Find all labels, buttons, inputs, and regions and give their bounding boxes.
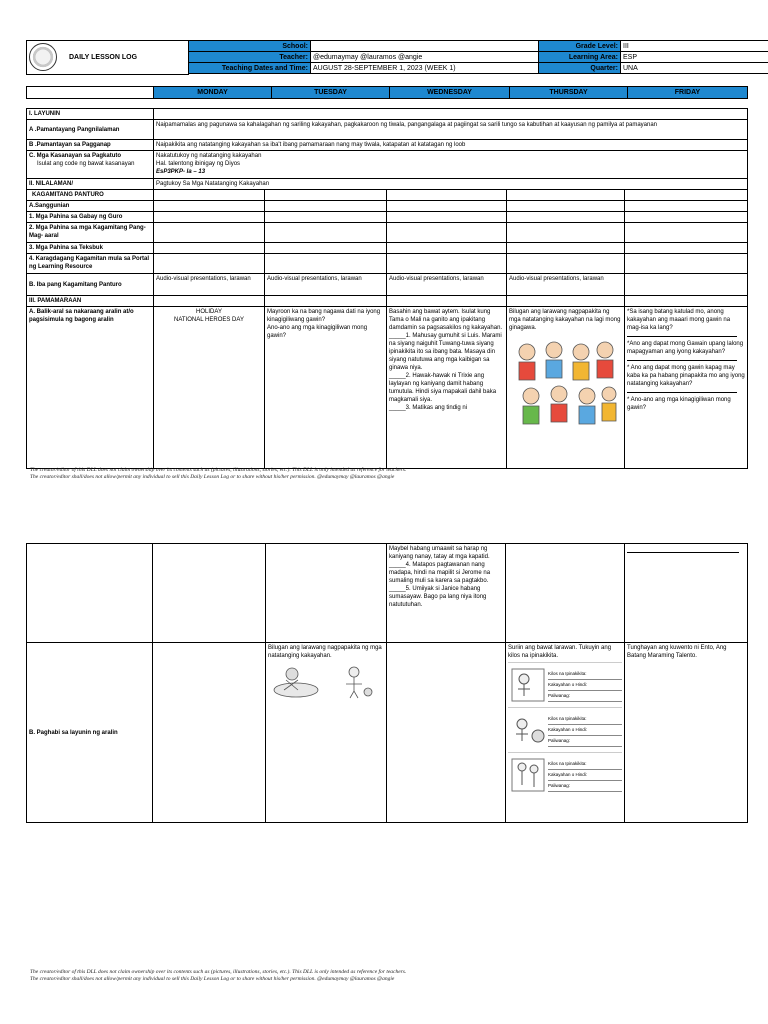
lesson-table-page2 — [26, 543, 748, 823]
ws-kilos-2: Kilos na Ipinakikita: — [548, 714, 622, 725]
school-value — [311, 41, 539, 52]
school-label: School: — [189, 41, 311, 52]
wed-item-2: _____2. Hawak-hawak ni Trixie ang laylayan ng kaniyang damit habang tumutula. Hindi siya mapakali dahil baka magkamali siya. — [389, 373, 497, 403]
grade-label: Grade Level: — [539, 41, 621, 52]
thu-paghahabi-text: Suriin ang bawat larawan. Tukuyin ang kilos na ipinakikita. — [508, 645, 612, 659]
worksheet-row — [508, 662, 622, 707]
thu-balik-text: Bilugan ang larawang nagpapakita ng mga natatanging kakayahan na lagi mong ginagawa. — [509, 309, 621, 331]
school-logo-cell — [27, 41, 189, 75]
wed-item-3b: Maybel habang umaawit sa harap ng kaniyang nanay, tatay at mga kapatid. — [389, 546, 490, 560]
kasanayan-text2: Hal. talentong ibinigay ng Diyos — [156, 161, 241, 167]
teacher-label: Teacher: — [189, 52, 311, 63]
worksheet-row — [508, 752, 622, 797]
teksbuk-label: 3. Mga Pahina sa Teksbuk — [27, 243, 154, 254]
pagganap-label: B .Pamantayan sa Pagganap — [27, 140, 154, 151]
area-value: ESP — [621, 52, 768, 63]
day-wednesday: WEDNESDAY — [390, 87, 510, 99]
fri-q3: * Ano ang dapat mong gawin kapag may kaba ka pa habang pinapakita mo ang iyong natatanging kakayahan? — [627, 365, 745, 387]
teacher-value: @edumaymay @lauramos @angie — [311, 52, 539, 63]
iba-text-tue: Audio-visual presentations, larawan — [265, 274, 387, 296]
iba-text-wed: Audio-visual presentations, larawan — [387, 274, 507, 296]
child-playing-ball-icon — [508, 710, 548, 750]
dates-label: Teaching Dates and Time: — [189, 63, 311, 74]
worksheet-illustration — [508, 662, 622, 797]
sanggunian-label: A.Sanggunian — [27, 201, 154, 212]
fri-q1: *Sa isang batang katulad mo, anong kakayahan ang maaari mong gawin na mag-isa ka lang? — [627, 309, 731, 331]
ws-kakayahan-3: Kakayahan o Hindi: — [548, 770, 622, 781]
iba-text-mon: Audio-visual presentations, larawan — [154, 274, 265, 296]
thu-balik-cell — [507, 307, 625, 469]
holiday-cell — [154, 307, 265, 469]
children-standing-icon — [508, 755, 548, 795]
pangnilalaman-text: Naipamamalas ang pagunawa sa kahalagahan ng sariling kakayahan, pagkakaroon ng tiwala, pangangalaga at pagiingat sa sarili tungo sa kabutihan at kaayusan ng pamilya at pamayanan — [154, 120, 748, 140]
balik-label: A. Balik-aral sa nakaraang aralin at/o pagsisimula ng bagong aralin — [27, 307, 154, 469]
tue-balik-q2: Ano-ano ang mga kinagigiliwan mong gawin? — [267, 325, 368, 339]
day-friday: FRIDAY — [628, 87, 748, 99]
kasanayan-sub: Isulat ang code ng bawat kasanayan — [37, 161, 135, 167]
fri-balik-cell — [625, 307, 748, 469]
wed-balik-cell — [387, 307, 507, 469]
kagamitan-label: KAGAMITANG PANTURO — [27, 190, 154, 201]
kasanayan-text1: Nakatutukoy ng natatanging kakayahan — [156, 153, 262, 159]
header-table — [26, 40, 768, 75]
worksheet-row — [508, 707, 622, 752]
thu-paghahabi-cell — [506, 643, 625, 823]
pamamaraan-label: III. PAMAMARAAN — [27, 296, 154, 307]
area-label: Learning Area: — [539, 52, 621, 63]
dates-value: AUGUST 28-SEPTEMBER 1, 2023 (WEEK 1) — [311, 63, 539, 74]
ws-paliwanag-3: Paliwanag: — [548, 781, 622, 792]
footer-line2: The creator/editor shall/does not allow/permit any individual to sell this Daily Lesson Log or to share without his/her permission. @edumaymay @lauramos @angie — [30, 976, 395, 982]
quarter-label: Quarter: — [539, 63, 621, 74]
footer-page2 — [30, 969, 406, 983]
gabay-label: 1. Mga Pahina sa Gabay ng Guro — [27, 212, 154, 223]
children-illustration-icon — [509, 336, 619, 428]
grade-value: III — [621, 41, 768, 52]
ws-kakayahan-1: Kakayahan o Hindi: — [548, 680, 622, 691]
tue-paghahabi-cell — [266, 643, 387, 823]
wed-item-4: _____4. Matapos pagtawanan nang madapa, hindi na mapilit si Jerome na sumaling muli sa karera sa pagtakbo. — [389, 562, 491, 584]
holiday-subtext: NATIONAL HEROES DAY — [174, 317, 244, 323]
kagamitang-label: 2. Mga Pahina sa mga Kagamitang Pang- Mag- aaral — [27, 223, 154, 243]
tue-balik-cell — [265, 307, 387, 469]
pagganap-text: Naipakikita ang natatanging kakayahan sa iba't ibang pamamaraan nang may tiwala, katapatan at katatagan ng loob — [154, 140, 748, 151]
ws-kilos-1: Kilos na Ipinakikita: — [548, 669, 622, 680]
quarter-value: UNA — [621, 63, 768, 74]
wed-item-3: _____3. Matikas ang tindig ni — [389, 405, 468, 411]
footer-line2: The creator/editor shall/does not allow/permit any individual to sell this Daily Lesson Log or to share without his/her permission. @edumaymay @lauramos @angie — [30, 474, 395, 480]
ws-paliwanag-2: Paliwanag: — [548, 736, 622, 747]
tue-paghahabi-text: Bilugan ang larawang nagpapakita ng mga natatanging kakayahan. — [268, 645, 382, 659]
karagdagang-label: 4. Karagdagang Kagamitan mula sa Portal ng Learning Resource — [27, 254, 154, 274]
days-header — [26, 86, 748, 99]
iba-label: B. Iba pang Kagamitang Panturo — [27, 274, 154, 296]
fri-paghahabi-text: Tunghayan ang kuwento ni Ento, Ang Batang Maraming Talento. — [625, 643, 748, 823]
nilalaman-label: II. NILALAMAN/ — [27, 179, 154, 190]
day-tuesday: TUESDAY — [272, 87, 390, 99]
ws-kakayahan-2: Kakayahan o Hindi: — [548, 725, 622, 736]
tue-balik-q1: Mayroon ka na bang nagawa dati na iyong kinagigiliwang gawin? — [267, 309, 381, 323]
nilalaman-text: Pagtukoy Sa Mga Natatanging Kakayahan — [154, 179, 748, 190]
kids-activity-illustration-icon — [268, 662, 380, 702]
kasanayan-code: EsP3PKP- Ia – 13 — [156, 169, 206, 175]
footer-line1: The creator/editor of this DLL does not claim ownership over its contents such as (pictures, illustrations, stories, etc.). This DLL is only intended as reference for teachers. — [30, 467, 407, 473]
lesson-table-page1 — [26, 108, 748, 469]
footer-page1 — [30, 467, 406, 481]
wed-item-1: _____1. Mahusay gumuhit si Luis. Marami na siyang naiguhit Tuwang-tuwa siyang ipinakikita ito sa ibang bata. Masaya din siyang natutuwa ang mga kaibigan sa ginawa niya. — [389, 333, 502, 371]
layunin-heading: I. LAYUNIN — [27, 109, 154, 120]
wed-balik-instructions: Basahin ang bawat aytem. Isulat kung Tama o Mali na ganito ang ipakitang damdamin sa pagsasakilos ng kakayahan. — [389, 309, 503, 331]
kasanayan-label: C. Mga Kasanayan sa Pagkatuto — [29, 153, 122, 159]
ws-paliwanag-1: Paliwanag: — [548, 691, 622, 702]
day-thursday: THURSDAY — [510, 87, 628, 99]
wed-item-5: _____5. Umiiyak si Janice habang sumasayaw. Bago pa lang niya itong natututuhan. — [389, 586, 487, 608]
paghahabi-label: B. Paghabi sa layunin ng aralin — [27, 643, 153, 823]
wed-continued-cell — [387, 544, 506, 643]
child-reading-icon — [508, 665, 548, 705]
deped-seal-icon — [29, 43, 57, 71]
kasanayan-text-cell — [154, 151, 748, 179]
dll-title: DAILY LESSON LOG — [68, 54, 138, 62]
iba-text-thu: Audio-visual presentations, larawan — [507, 274, 625, 296]
footer-line1: The creator/editor of this DLL does not claim ownership over its contents such as (pictures, illustrations, stories, etc.). This DLL is only intended as reference for teachers. — [30, 969, 407, 975]
fri-q4: * Ano-ano ang mga kinagigiliwan mong gawin? — [627, 397, 731, 411]
day-monday: MONDAY — [154, 87, 272, 99]
pangnilalaman-label: A .Pamantayang Pangnilalaman — [27, 120, 154, 140]
fri-q2: *Ano ang dapat mong Gawain upang lalong mapagyaman ang iyong kakayahan? — [627, 341, 744, 355]
ws-kilos-3: Kilos na Ipinakikita: — [548, 759, 622, 770]
holiday-text: HOLIDAY — [196, 309, 222, 315]
kasanayan-cell — [27, 151, 154, 179]
